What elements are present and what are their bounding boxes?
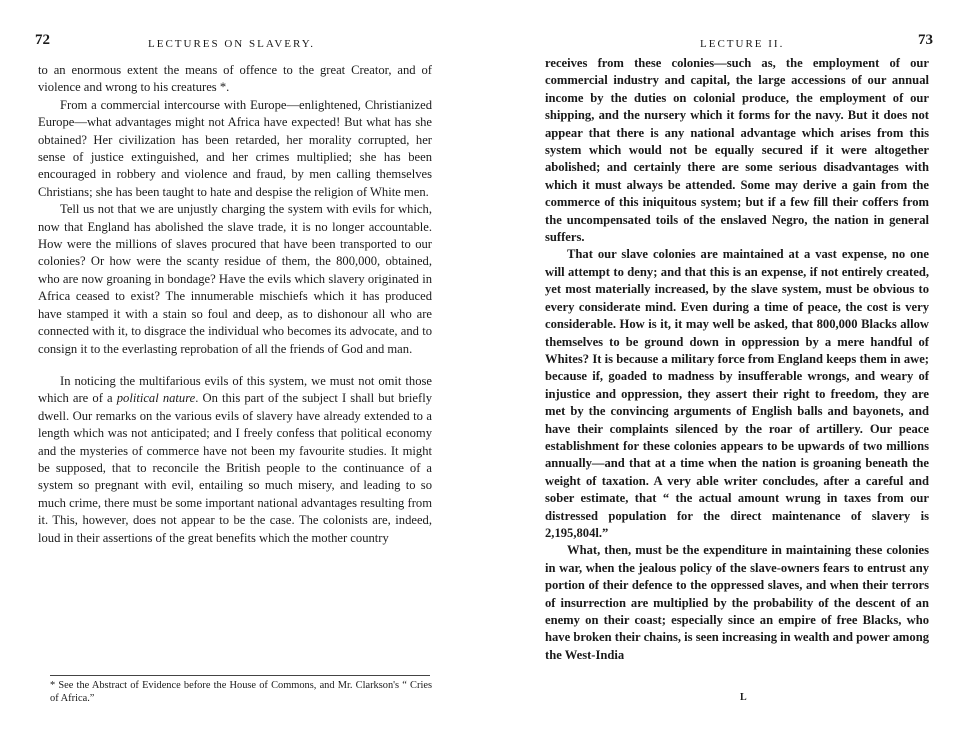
footnote: * See the Abstract of Evidence before the House of Commons, and Mr. Clarkson's “ Cries of Africa.”: [50, 680, 432, 704]
running-head: LECTURES ON SLAVERY.: [148, 38, 316, 50]
right-body-text: [545, 55, 929, 664]
page-number: 73: [918, 32, 933, 48]
running-head: LECTURE II.: [700, 38, 785, 50]
paragraph: That our slave colonies are maintained at a vast expense, no one will attempt to deny; and that this is an expense, if not entirely created, yet most materially increased, by the slave system, must be obvious to every considerate mind. Even during a time of peace, the cost is very considerable. How is it, it may well be asked, that 800,000 Blacks allow themselves to be ground down in oppression by a mere handful of Whites? It is because a military force from England keeps them in awe; because if, goaded to madness by insufferable wrongs, and weary of injustice and oppression, they assert their right to freedom, they are met by the convincing arguments of English balls and bayonets, and have their complaints silenced by the roar of artillery. Our peace establishment for these colonies appears to be upwards of two millions annually—and that at a time when the nation is groaning beneath the weight of taxation. A very able writer concludes, after a careful and sober estimate, that “ the actual amount wrung in taxes from our distressed population for the direct maintenance of slavery is 2,195,804l.”: [545, 247, 929, 540]
paragraph: In noticing the multifarious evils of this system, we must not omit those which are of a political nature. On this part of the subject I shall but briefly dwell. Our remarks on the various evils of slavery have already extended to a length which was not anticipated; and I freely confess that political economy and the mysteries of commerce have not been my favourite studies. It might be supposed, that to reconcile the British people to the continuance of a system so pregnant with evil, entailing so much misery, and leading to so much crime, there must be some important national advantages resulting from it. This, however, does not appear to be the case. The colonists are, indeed, loud in their assertions of the great benefits which the mother country: [38, 373, 432, 545]
section-gap: [38, 358, 432, 373]
paragraph: What, then, must be the expenditure in maintaining these colonies in war, when the jealous policy of the slave-owners fears to entrust any portion of their defence to the oppressed slaves, and when their terrors of insurrection are multiplied by the probability of the descent of an enemy on their coast; especially since an empire of free Blacks, who have broken their chains, is seen increasing in wealth and power among the West-India: [545, 543, 929, 662]
paragraph: to an enormous extent the means of offence to the great Creator, and of violence and wrong to his creatures *.: [38, 63, 432, 95]
signature-mark: L: [740, 692, 747, 703]
paragraph: From a commercial intercourse with Europe—enlightened, Christianized Europe—what advantages might not Africa have expected! But what has she obtained? Her civilization has been retarded, her morality corrupted, her sense of justice extinguished, and her crimes multiplied; she has been encouraged in robbery and violence and fraud, by men calling themselves Christians; she has been taught to hate and despise the religion of White men.: [38, 97, 432, 199]
emphasis: political nature: [116, 391, 196, 406]
page-number: 72: [35, 32, 50, 48]
footnote-rule: [50, 675, 430, 676]
paragraph: Tell us not that we are unjustly charging the system with evils for which, now that England has abolished the slave trade, it is no longer accountable. How were the millions of slaves procured that have been transported to our colonies? Or how were the scanty residue of them, the 800,000, obtained, who are now groaning in bondage? Have the evils which slavery originated in Africa ceased to exist? The innumerable mischiefs which it has produced have stamped it with a stain so foul and deep, as to dishonour all who are connected with it, to disgrace the individual who becomes its advocate, and to consign it to the everlasting reprobation of all the friends of God and man.: [38, 202, 432, 356]
paragraph: receives from these colonies—such as, the employment of our commercial industry and capital, the large accessions of our annual income by the duties on colonial produce, the employment of our shipping, and the nursery which it forms for the navy. But it does not appear that there is any national advantage which arises from this system which would not be equally secured if it were altogether abolished; and certainly there are some serious disadvantages with which it must always be attended. Some may derive a gain from the commerce of this iniquitous system; but if a few fill their coffers from the uncompensated toils of the enslaved Negro, the nation in general suffers.: [545, 56, 929, 245]
left-body-text: [38, 62, 432, 547]
